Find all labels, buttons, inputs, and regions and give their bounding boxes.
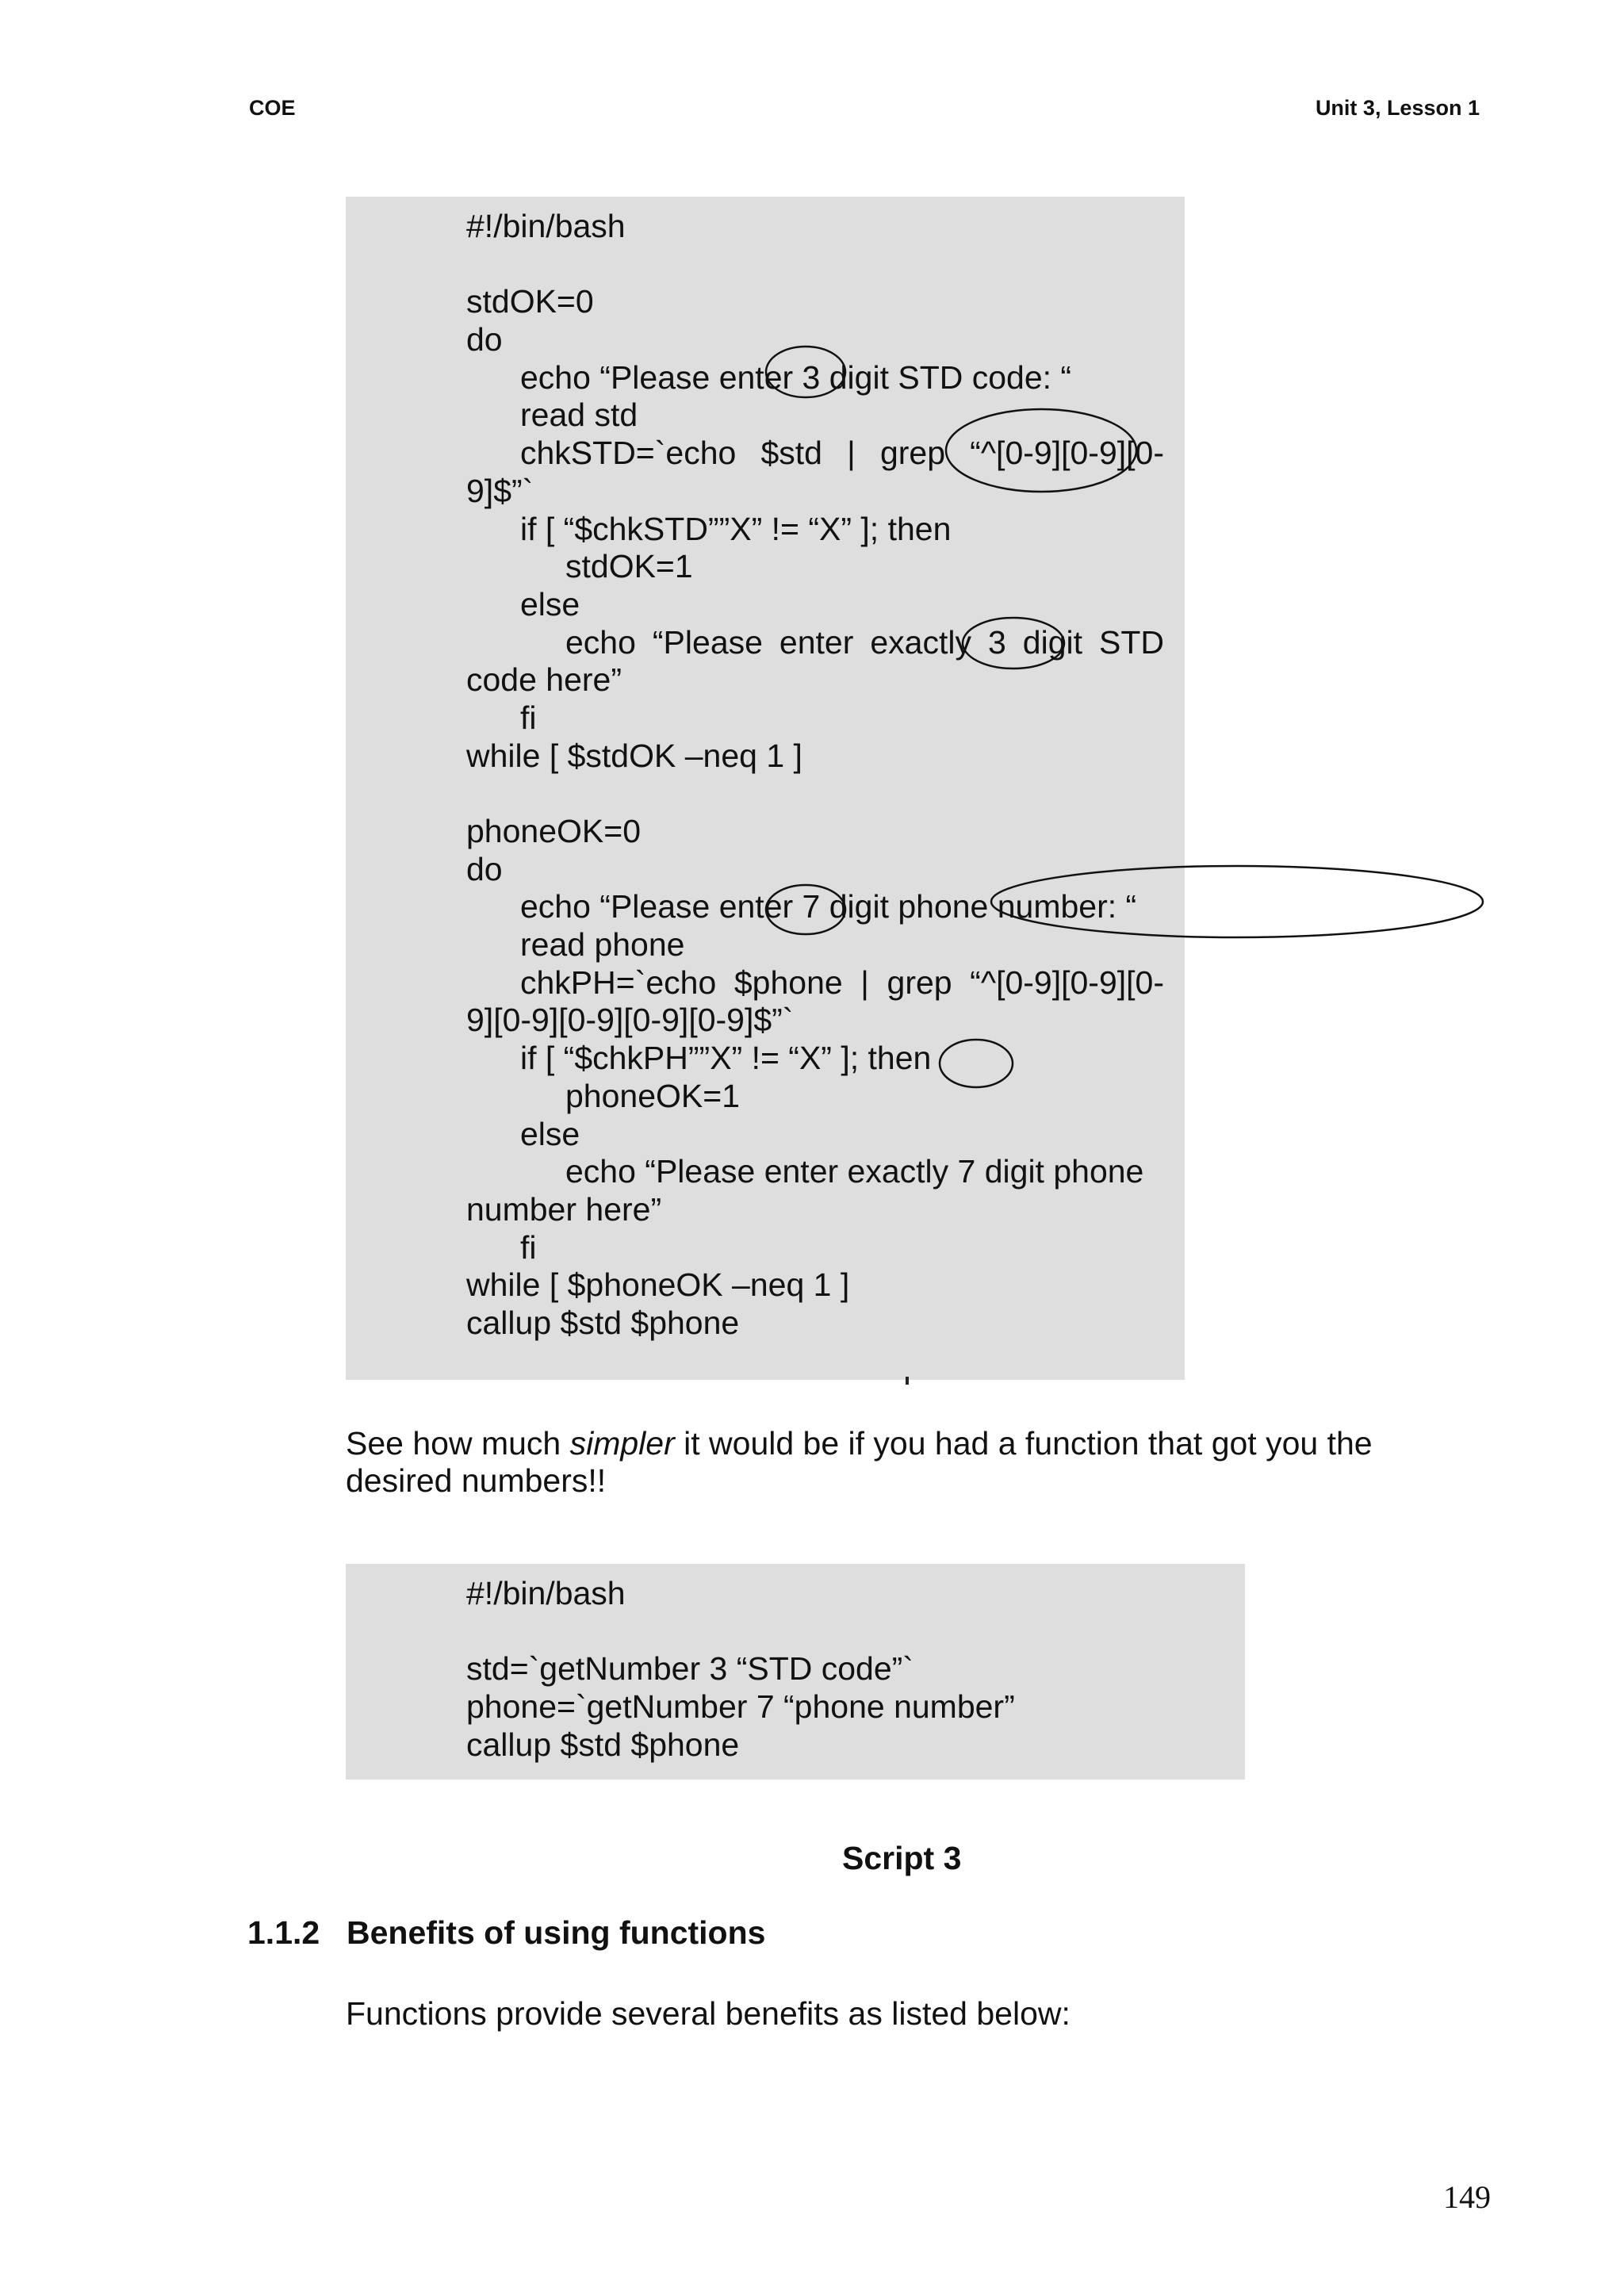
- code-line: else: [520, 585, 580, 623]
- code-line: do: [466, 850, 503, 887]
- code-line: stdOK=1: [565, 548, 693, 585]
- code-line: phoneOK=0: [466, 813, 641, 849]
- paragraph-text-after: it would be if you had a function that got you the desired numbers!!: [346, 1425, 1373, 1499]
- code-line: callup $std $phone: [466, 1726, 740, 1763]
- code-line: stdOK=0: [466, 283, 594, 320]
- code-line: if [ “$chkPH””X” != “X” ]; then: [520, 1040, 932, 1077]
- code-line: code here”: [466, 661, 622, 699]
- code-line: read std: [520, 397, 638, 434]
- code-line: read phone: [520, 926, 685, 964]
- section-title: Benefits of using functions: [347, 1914, 766, 1951]
- script-3-code: [466, 1575, 1164, 1764]
- code-line: echo “Please enter exactly 3 digit STD: [565, 623, 1164, 661]
- paragraph-text-before: See how much: [346, 1425, 570, 1462]
- code-line: chkSTD=`echo $std | grep “^[0-9][0-9][0-: [520, 435, 1164, 472]
- blank-line: [466, 775, 1164, 813]
- code-line: while [ $phoneOK –neq 1 ]: [466, 1266, 850, 1304]
- code-line: if [ “$chkSTD””X” != “X” ]; then: [520, 510, 952, 547]
- code-line: number here”: [466, 1190, 662, 1228]
- header-unit-lesson: Unit 3, Lesson 1: [1315, 96, 1480, 120]
- script-caption: Script 3: [842, 1840, 962, 1876]
- code-line: phoneOK=1: [565, 1077, 740, 1114]
- section-number: 1.1.2: [247, 1914, 320, 1951]
- code-line: fi: [520, 699, 537, 736]
- code-line: #!/bin/bash: [466, 208, 626, 244]
- code-line: callup $std $phone: [466, 1304, 740, 1341]
- code-line: echo “Please enter 3 digit STD code: “: [520, 358, 1072, 396]
- code-line: echo “Please enter 7 digit phone number: “: [520, 888, 1137, 925]
- blank-line: [466, 246, 1164, 284]
- stray-mark: [906, 1377, 909, 1385]
- code-line: 9][0-9][0-9][0-9][0-9]$”`: [466, 1002, 794, 1039]
- code-line: chkPH=`echo $phone | grep “^[0-9][0-9][0-: [520, 964, 1164, 1001]
- code-line: else: [520, 1115, 580, 1152]
- code-line: do: [466, 321, 503, 358]
- paragraph-emphasis: simpler: [569, 1425, 675, 1462]
- section-heading: [247, 1914, 765, 1952]
- code-line: #!/bin/bash: [466, 1575, 626, 1611]
- code-line: 9]$”`: [466, 472, 534, 509]
- script-1-code: [466, 208, 1164, 1343]
- code-line: while [ $stdOK –neq 1 ]: [466, 737, 802, 774]
- simpler-paragraph: [346, 1425, 1400, 1500]
- code-line: fi: [520, 1228, 537, 1266]
- code-line: echo “Please enter exactly 7 digit phone: [565, 1153, 1144, 1190]
- code-line: std=`getNumber 3 “STD code”`: [466, 1650, 914, 1688]
- header-course: COE: [249, 96, 296, 120]
- code-line: phone=`getNumber 7 “phone number”: [466, 1688, 1015, 1726]
- page-number: 149: [1443, 2179, 1491, 2215]
- blank-line: [466, 1613, 1164, 1651]
- benefits-intro-paragraph: Functions provide several benefits as listed below:: [346, 1995, 1071, 2032]
